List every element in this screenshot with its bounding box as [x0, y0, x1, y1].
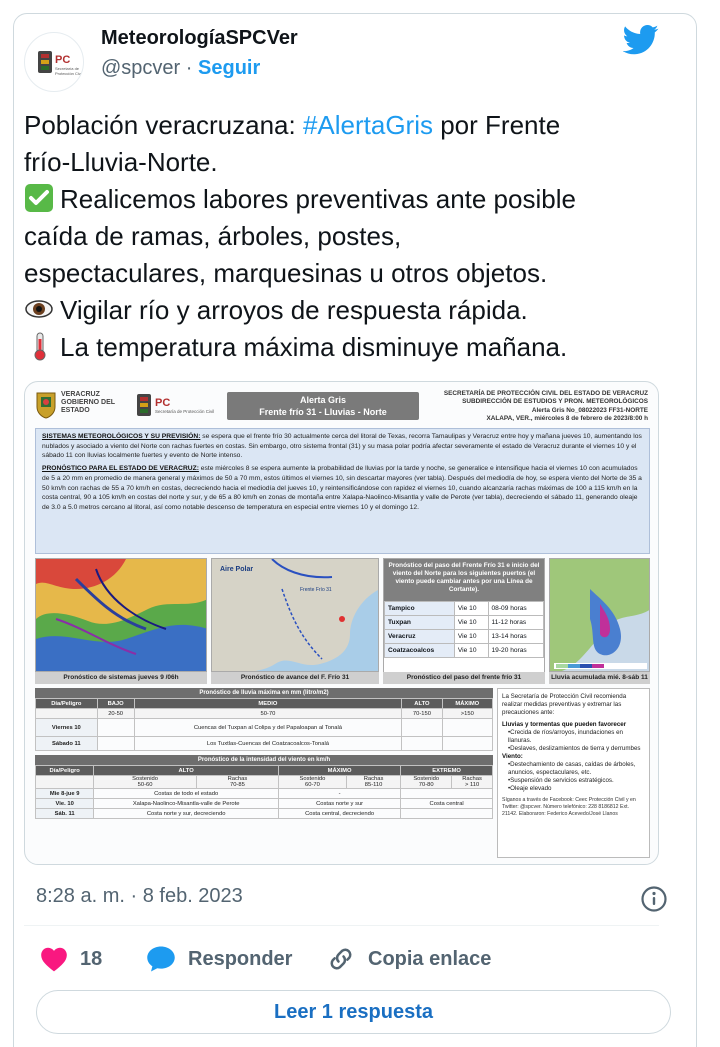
eye-icon [24, 294, 54, 324]
port-hours: 19-20 horas [488, 644, 543, 658]
tweet-line: Población veracruzana: #AlertaGris por Frente [24, 110, 561, 140]
rain-table-title: Pronóstico de lluvia máxima en mm (litro/m2) [35, 688, 493, 698]
bulletin-header [25, 382, 658, 426]
rainfall-map-graphic [550, 559, 650, 672]
link-icon [326, 944, 356, 974]
veracruz-logo [35, 391, 125, 421]
port-day: Vie 10 [454, 630, 488, 644]
systems-map [35, 558, 207, 672]
reply-button[interactable] [146, 943, 292, 975]
port-row [385, 644, 544, 658]
svg-text:Protección Civil: Protección Civil [55, 71, 83, 76]
port-hours: 13-14 horas [488, 630, 543, 644]
ports-caption: Pronóstico del paso del frente frío 31 [383, 672, 545, 684]
ports-header: Pronóstico del paso del Frente Frío 31 e inicio del viento del Norte para los siguientes puertos (el viento puede cambiar antes por una Línea de Cortante). [384, 559, 544, 601]
systems-map-graphic [36, 559, 207, 672]
svg-text:Frente Frío 31: Frente Frío 31 [300, 587, 332, 593]
handle-row [101, 57, 260, 80]
tweet-line: Realicemos labores preventivas ante posible [24, 181, 664, 218]
port-port: Veracruz [385, 630, 455, 644]
divider [24, 925, 659, 926]
bulletin-agency: SECRETARÍA DE PROTECCIÓN CIVIL DEL ESTADO DE VERACRUZ SUBDIRECCIÓN DE ESTUDIOS Y PRON. METEOROLÓGICOS Alerta Gris No_08022023 FF31-NORTE XALAPA, VER., miércoles 8 de febrero de 2023/8:00 h [443, 390, 648, 423]
heart-icon [40, 946, 68, 972]
bulletin-maps [35, 558, 650, 684]
port-day: Vie 10 [454, 644, 488, 658]
rain-table: Día/Peligro BAJO MEDIO ALTO MÁXIMO 20-50 50-70 70-150 >150 Viernes 10 Cuencas del Tuxpan al Colipa y del Papaloapan al Tonalá Sábado 11 Los Tuxtlas-Cuencas del Coatzacoalcos-Tonalá [35, 698, 493, 751]
check-mark-icon [24, 183, 54, 213]
port-day: Vie 10 [454, 602, 488, 616]
bulletin-title: Alerta Gris Frente frío 31 - Lluvias - Norte [227, 392, 419, 420]
speech-bubble-icon [146, 945, 176, 973]
front-map-graphic [212, 559, 379, 672]
bulletin-image[interactable] [24, 381, 659, 865]
svg-text:PC: PC [55, 54, 71, 66]
front-map-caption: Pronóstico de avance del F. Frío 31 [211, 672, 379, 684]
pc-logo-icon [25, 33, 84, 92]
port-day: Vie 10 [454, 616, 488, 630]
thermometer-icon [24, 331, 54, 361]
port-row [385, 602, 544, 616]
tweet-line: caída de ramas, árboles, postes, [24, 221, 402, 251]
pc-logo [135, 391, 215, 421]
hashtag-link[interactable]: #AlertaGris [302, 110, 433, 140]
tweet-line: Vigilar río y arroyos de respuesta rápida. [24, 292, 664, 329]
port-row [385, 616, 544, 630]
separator: · [185, 57, 193, 79]
svg-text:PC: PC [155, 397, 171, 409]
veracruz-shield-icon [35, 391, 57, 419]
tweet-line: frío-Lluvia-Norte. [24, 147, 218, 177]
read-replies-button[interactable]: Leer 1 respuesta [36, 990, 671, 1034]
systems-map-caption: Pronóstico de sistemas jueves 9 /06h [35, 672, 207, 684]
like-count: 18 [80, 947, 103, 970]
wind-table: Día/Peligro ALTO MÁXIMO EXTREMO Sostenido 50-60 Rachas 70-85 Sostenido 60-70 Rachas 85-110 Sostenido 70-80 Rachas > 110 Mie 8-jue 9 Costas de todo el estado - Vie. 10 Xalapa-Naolinco-Misantla-valle de Perote Costas norte y sur Costa central Sáb. 11 Costa norte y sur, decreciendo Costa central, decreciendo [35, 765, 493, 819]
tweet-text [24, 107, 664, 366]
front-map [211, 558, 379, 672]
veracruz-logo-text: VERACRUZ GOBIERNO DEL ESTADO [61, 391, 115, 414]
tweet-line: espectaculares, marquesinas u otros objetos. [24, 258, 548, 288]
tweet-line: La temperatura máxima disminuye mañana. [24, 329, 664, 366]
twitter-bird-icon[interactable] [623, 25, 659, 55]
bulletin-forecast-text: SISTEMAS METEOROLÓGICOS Y SU PREVISIÓN: se espera que el frente frío 30 actualmente cerca del litoral de Texas, recorra Tamaulipas y Veracruz entre hoy y mañana jueves 10, aumentando los nublados y asociado a viento del Norte con rachas fuertes en costas. Sin embargo, otro sistema frontal (31) y su masa polar podría afectar severamente el estado de Veracruz durante el viernes 10 y el sábado 11 con lluvias localmente fuertes y evento de Norte intenso. PRONÓSTICO PARA EL ESTADO DE VERACRUZ: este miércoles 8 se espera aumente la probabilidad de lluvias por la tarde y noche, se generalice e intensifique hacia el viernes 10 con acumulados de 5 a 20 mm en promedio de manera general y máximos de 50 a 70 mm, estos últimos el viernes 10, sin descartar mayores (ver tabla). Después del mediodía de hoy, se espera viento del Norte de 35 a 50 km/h con rachas de 55 a 70 km/h en costas, decreciendo hacia el mediodía del jueves 10, y reintensificándose con rapidez el viernes 10, cuando alcanzaría rachas máximas de 100 a 115 km/h en la costa central, 90 a 105 km/h en costas del norte y sur, y de 65 a 80 km/h en zonas de montaña entre Xalapa-Naolinco-Misantla y valle de Perote (ver tabla), decreciendo el sábado 11, generando oleaje de 3.0 a 5.0 metros cercano al litoral, así como notable descenso de temperatura en especial entre viernes 10 y el domingo 12. [35, 428, 650, 554]
display-name[interactable]: MeteorologíaSPCVer [101, 27, 298, 49]
port-hours: 11-12 horas [488, 616, 543, 630]
copy-link-button[interactable] [326, 943, 491, 975]
rainfall-map-caption: Lluvia acumulada mié. 8-sáb 11 [549, 672, 650, 684]
rainfall-map [549, 558, 650, 672]
copy-link-label: Copia enlace [368, 947, 492, 970]
like-button[interactable] [40, 943, 102, 975]
timestamp[interactable]: 8:28 a. m. · 8 feb. 2023 [36, 885, 243, 907]
port-hours: 08-09 horas [488, 602, 543, 616]
port-port: Coatzacoalcos [385, 644, 455, 658]
follow-button[interactable]: Seguir [198, 57, 261, 79]
port-port: Tuxpan [385, 616, 455, 630]
handle[interactable]: @spcver [101, 57, 181, 79]
wind-table-title: Pronóstico de la intensidad del viento en km/h [35, 755, 493, 765]
svg-text:Secretaría de Protección Civil: Secretaría de Protección Civil [155, 409, 215, 414]
port-row [385, 630, 544, 644]
advice-panel: La Secretaría de Protección Civil recomienda realizar medidas preventivas y extremar las precauciones ante: Lluvias y tormentas que pueden favorecer • Crecida de ríos/arroyos, inundaciones en llanuras. • Deslaves, deslizamientos de tierra y derrumbes Viento: • Destechamiento de casas, caídas de árboles, anuncios, espectaculares, etc. • Suspensión de servicios estratégicos. • Oleaje elevado Síganos a través de Facebook: Ceec Protección Civil y en Twitter: @spcver. Número telefónico: 228 8186812 Ext. 21142. Elaboraron: Federico Acevedo/José Llanos [497, 688, 650, 858]
forecast-tables [35, 688, 493, 819]
reply-label: Responder [188, 947, 293, 970]
pc-bulletin-logo-icon [135, 391, 215, 421]
info-icon[interactable] [640, 885, 668, 913]
svg-text:Aire Polar: Aire Polar [220, 566, 254, 573]
ports-table [383, 558, 545, 684]
avatar[interactable] [24, 32, 84, 92]
svg-text:Secretaría de: Secretaría de [55, 66, 80, 71]
bulletin-tables [35, 688, 650, 858]
port-port: Tampico [385, 602, 455, 616]
